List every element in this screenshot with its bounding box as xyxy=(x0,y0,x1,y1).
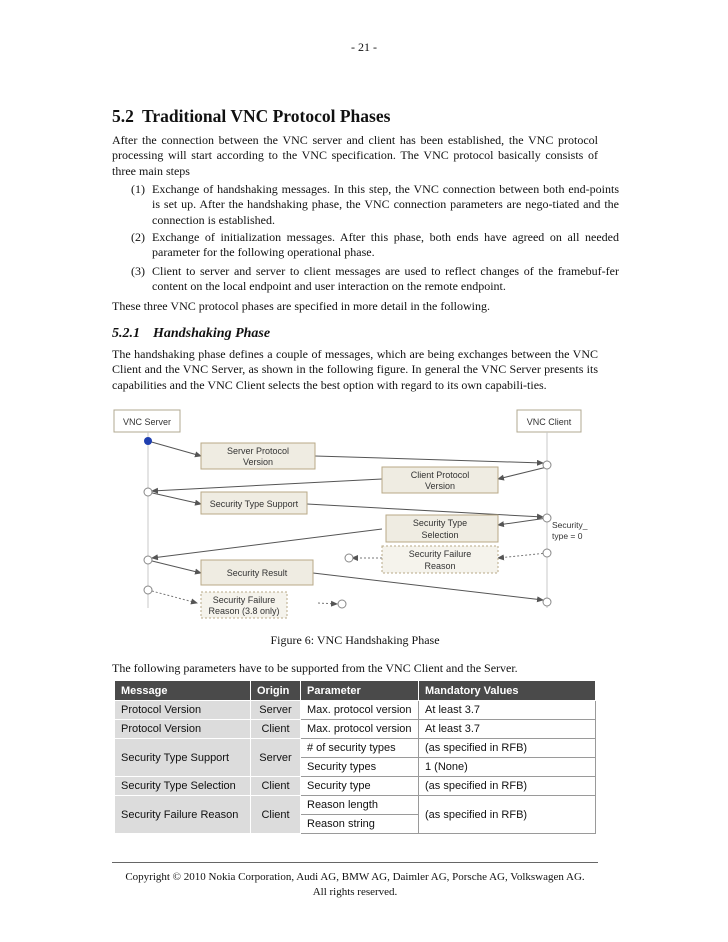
section-heading xyxy=(112,106,390,127)
parameter-cell: Max. protocol version xyxy=(301,701,419,720)
security-failure-client-label: Security Failure xyxy=(408,549,472,559)
step-item xyxy=(131,182,619,228)
table-row xyxy=(115,739,596,758)
subsection-title: Handshaking Phase xyxy=(153,326,271,341)
parameter-cell: Max. protocol version xyxy=(301,720,419,739)
rights-line: All rights reserved. xyxy=(312,886,398,898)
column-header: Parameter xyxy=(301,681,419,701)
value-cell: (as specified in RFB) xyxy=(419,739,596,758)
arrow-security-result xyxy=(148,560,201,573)
column-header: Origin xyxy=(251,681,301,701)
security-type-support-label: Security Type Support xyxy=(209,499,299,509)
value-cell: At least 3.7 xyxy=(419,720,596,739)
message-cell: Security Failure Reason xyxy=(115,796,251,834)
parameter-cell: Reason length xyxy=(301,796,419,815)
subsection-number: 5.2.1 xyxy=(112,326,140,341)
origin-cell: Client xyxy=(251,796,301,834)
table-row xyxy=(115,720,596,739)
arrow-security-result xyxy=(313,573,543,600)
parameter-cell: # of security types xyxy=(301,739,419,758)
value-cell: 1 (None) xyxy=(419,758,596,777)
step-text: Exchange of handshaking messages. In this step, the VNC connection between both end-points is set up. After the handshaking phase, the VNC connection parameters are nego-tiated and the connection is established. xyxy=(152,182,619,227)
origin-cell: Client xyxy=(251,720,301,739)
lifeline-node xyxy=(543,514,551,522)
subsection-paragraph: The handshaking phase defines a couple of messages, which are being exchanges between the VNC Client and the VNC Server, as shown in the following figure. In general the VNC Server presents its capabilities and the VNC Client selects the best option with regard to its own capabili-ties. xyxy=(112,347,598,392)
arrow-server-version xyxy=(315,456,543,463)
arrow-failure-server xyxy=(148,590,197,603)
arrow-server-version xyxy=(148,441,201,456)
parameter-cell: Security types xyxy=(301,758,419,777)
subsection-heading xyxy=(112,326,270,342)
lifeline-node xyxy=(338,600,346,608)
client-protocol-version-label: Version xyxy=(424,481,456,491)
lifeline-node xyxy=(543,461,551,469)
arrow-security-support xyxy=(148,492,201,504)
security-failure-server-label: Security Failure xyxy=(212,595,276,605)
security-result-label: Security Result xyxy=(226,568,288,578)
parameter-cell: Security type xyxy=(301,777,419,796)
step-text: Exchange of initialization messages. After this phase, both ends have agreed on all needed parameter for the following operational phase. xyxy=(152,230,619,260)
page-number: - 21 - xyxy=(351,40,377,54)
table-row xyxy=(115,796,596,815)
steps-summary: These three VNC protocol phases are specified in more detail in the following. xyxy=(112,299,490,313)
table-intro: The following parameters have to be supported from the VNC Client and the Server. xyxy=(112,661,518,675)
client-protocol-version-label: Client Protocol xyxy=(410,470,470,480)
security-type-annotation: Security_ xyxy=(552,520,588,530)
lifeline-node xyxy=(543,598,551,606)
value-cell: (as specified in RFB) xyxy=(419,796,596,834)
table-row xyxy=(115,777,596,796)
security-failure-server-label: Reason (3.8 only) xyxy=(208,606,280,616)
step-marker: (1) xyxy=(131,182,145,196)
step-item xyxy=(131,264,619,295)
arrow-security-selection xyxy=(152,529,382,558)
step-marker: (3) xyxy=(131,264,145,278)
intro-paragraph: After the connection between the VNC server and client has been established, the VNC protocol processing will start according to the VNC specification. The VNC protocol basically consists of three main steps xyxy=(112,133,598,178)
parameter-cell: Reason string xyxy=(301,815,419,834)
message-cell: Protocol Version xyxy=(115,720,251,739)
table-row xyxy=(115,701,596,720)
figure-caption: Figure 6: VNC Handshaking Phase xyxy=(270,633,440,647)
lifeline-node xyxy=(345,554,353,562)
lifeline-node xyxy=(144,586,152,594)
step-text: Client to server and server to client messages are used to reflect changes of the framebuf-fer content on the local endpoint and user interaction on the remote endpoint. xyxy=(152,264,619,294)
lifeline-node xyxy=(543,549,551,557)
security-type-selection-label: Selection xyxy=(421,530,459,540)
security-failure-client-label: Reason xyxy=(424,561,456,571)
arrow-client-version xyxy=(152,479,382,491)
message-cell: Security Type Support xyxy=(115,739,251,777)
handshake-diagram xyxy=(112,408,598,626)
server-start-node xyxy=(144,437,152,445)
message-cell: Security Type Selection xyxy=(115,777,251,796)
table-header-row xyxy=(115,681,596,701)
origin-cell: Server xyxy=(251,739,301,777)
section-number: 5.2 xyxy=(112,106,134,126)
arrow-security-selection xyxy=(498,518,547,525)
arrow-failure-server xyxy=(318,603,337,604)
footer-divider xyxy=(112,862,598,863)
column-header: Message xyxy=(115,681,251,701)
message-cell: Protocol Version xyxy=(115,701,251,720)
section-title: Traditional VNC Protocol Phases xyxy=(142,106,391,126)
origin-cell: Client xyxy=(251,777,301,796)
column-header: Mandatory Values xyxy=(419,681,596,701)
value-cell: (as specified in RFB) xyxy=(419,777,596,796)
copyright-line: Copyright © 2010 Nokia Corporation, Audi AG, BMW AG, Daimler AG, Porsche AG, Volkswagen AG. xyxy=(125,871,585,883)
server-protocol-version-label: Version xyxy=(242,457,274,467)
lifeline-node xyxy=(144,488,152,496)
origin-cell: Server xyxy=(251,701,301,720)
lifeline-node xyxy=(144,556,152,564)
security-type-annotation: type = 0 xyxy=(552,531,583,541)
step-marker: (2) xyxy=(131,230,145,244)
server-protocol-version-label: Server Protocol xyxy=(226,446,290,456)
parameters-table xyxy=(114,680,596,834)
server-label: VNC Server xyxy=(122,417,172,427)
client-label: VNC Client xyxy=(526,417,572,427)
arrow-failure-client xyxy=(498,553,547,558)
value-cell: At least 3.7 xyxy=(419,701,596,720)
arrow-client-version xyxy=(498,467,547,479)
page-footer xyxy=(112,870,598,900)
security-type-selection-label: Security Type xyxy=(412,518,468,528)
step-item xyxy=(131,230,619,261)
